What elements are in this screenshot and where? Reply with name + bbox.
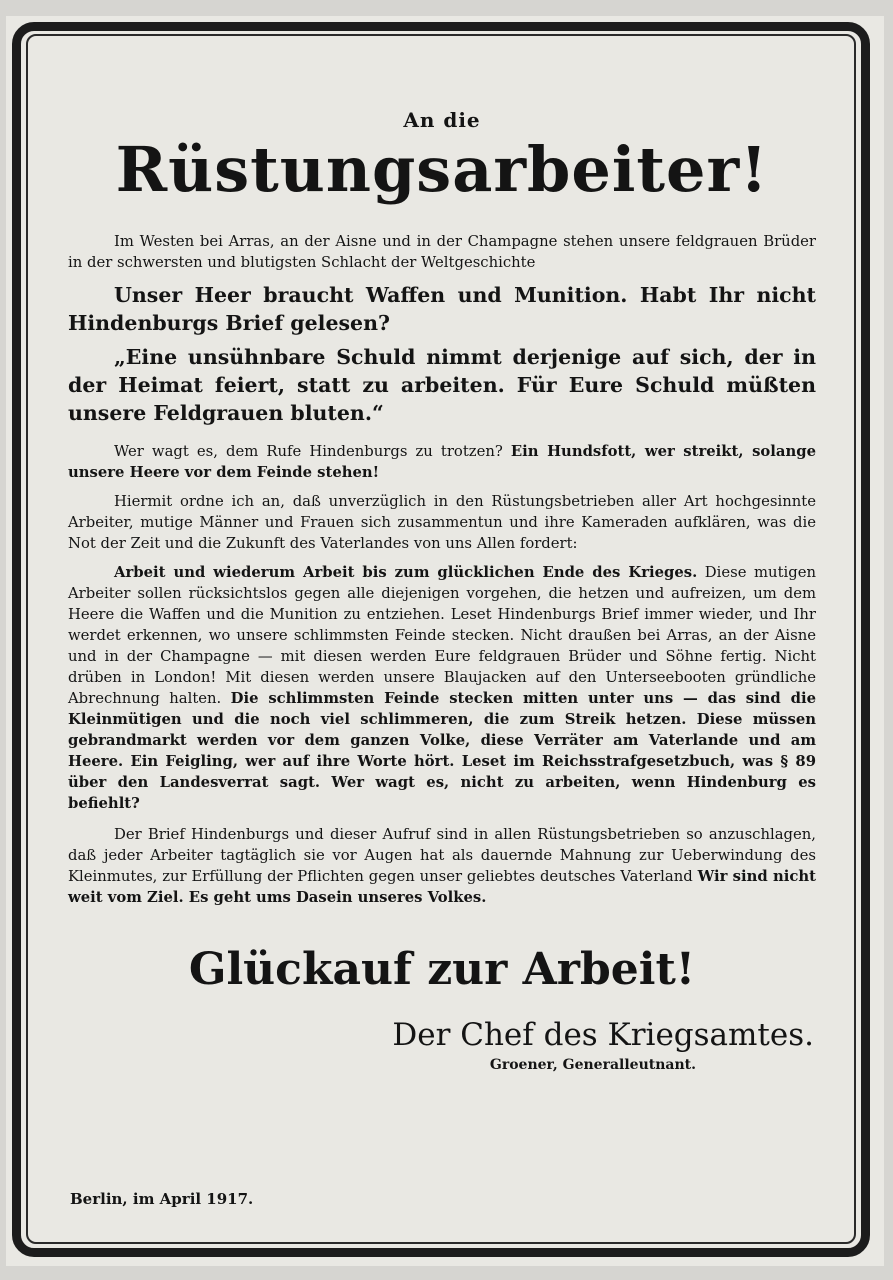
work-slogan: Arbeit und wiederum Arbeit bis zum glücklichen Ende des Krieges. — [114, 564, 698, 582]
place-date: Berlin, im April 1917. — [70, 1190, 254, 1208]
paragraph-army-needs: Unser Heer braucht Waffen und Munition. Habt Ihr nicht Hindenburgs Brief gelesen? — [68, 283, 816, 336]
headline: Rüstungsarbeiter! — [115, 133, 769, 206]
kicker: An die — [403, 108, 481, 132]
paragraph-quote: „Eine unsühnbare Schuld nimmt derjenige auf sich, der in der Heimat feiert, statt zu arbeiten. Für Eure Schuld müßten unsere Feldgrauen bluten.“ — [68, 345, 816, 426]
closing-cheer: Glückauf zur Arbeit! — [188, 944, 696, 996]
paragraph-defiance — [68, 441, 816, 483]
paragraph-posting — [68, 824, 816, 908]
posting-text: Der Brief Hindenburgs und dieser Aufruf sind in allen Rüstungsbetrieben so anzuschlagen, daß jeder Arbeiter tagtäglich sie vor Augen hat als dauernde Mahnung zur Ueberwindung des Kleinmutes, zur Erfüllung der Pflichten gegen unser geliebtes deutsches Vaterland — [68, 826, 816, 886]
paragraph-work — [68, 562, 816, 814]
defiance-question: Wer wagt es, dem Rufe Hindenburgs zu trotzen? — [114, 443, 503, 461]
paragraph-order: Hiermit ordne ich an, daß unverzüglich in den Rüstungsbetrieben aller Art hochgesinnte Arbeiter, mutige Männer und Frauen sich zusammentun und ihre Kameraden aufklären, was die Not der Zeit und die Zukunft des Vaterlandes von uns Allen fordert: — [68, 493, 816, 553]
posting-goal: Wir sind nicht weit vom Ziel. Es geht ums Dasein unseres Volkes. — [68, 868, 816, 907]
defiance-verdict: Ein Hundsfott, wer streikt, solange unsere Heere vor dem Feinde stehen! — [68, 443, 816, 482]
work-enemies: Die schlimmsten Feinde stecken mitten unter uns — das sind die Kleinmütigen und die noch viel schlimmeren, die zum Streik hetzen. Diese müssen gebrandmarkt werden vor dem ganzen Volke, diese Verräter am Vaterlande und am Heere. Ein Feigling, wer auf ihre Worte hört. Leset im Reichsstrafgesetzbuch, was § 89 über den Landesverrat sagt. Wer wagt es, nicht zu arbeiten, wenn Hindenburg es befiehlt? — [68, 690, 816, 813]
paragraph-west-front: Im Westen bei Arras, an der Aisne und in der Champagne stehen unsere feldgrauen Brüder in der schwersten und blutigsten Schlacht der Weltgeschichte — [68, 233, 816, 272]
signature-office: Der Chef des Kriegsamtes. — [392, 1017, 814, 1054]
work-text: Diese mutigen Arbeiter sollen rücksichtslos gegen alle diejenigen vorgehen, die hetzen und aufreizen, um dem Heere die Waffen und die Munition zu entziehen. Leset Hindenburgs Brief immer wieder, und Ihr werdet erkennen, wo unsere schlimmsten Feinde stecken. Nicht draußen bei Arras, an der Aisne und in der Champagne — mit diesen werden Eure feldgrauen Brüder und Söhne fertig. Nicht drüben in London! Mit diesen werden unsere Blaujacken auf den Unterseebooten gründliche Abrechnung halten. — [68, 564, 817, 708]
poster-body — [68, 108, 816, 1073]
signature-name: Groener, Generalleutnant. — [489, 1057, 696, 1074]
